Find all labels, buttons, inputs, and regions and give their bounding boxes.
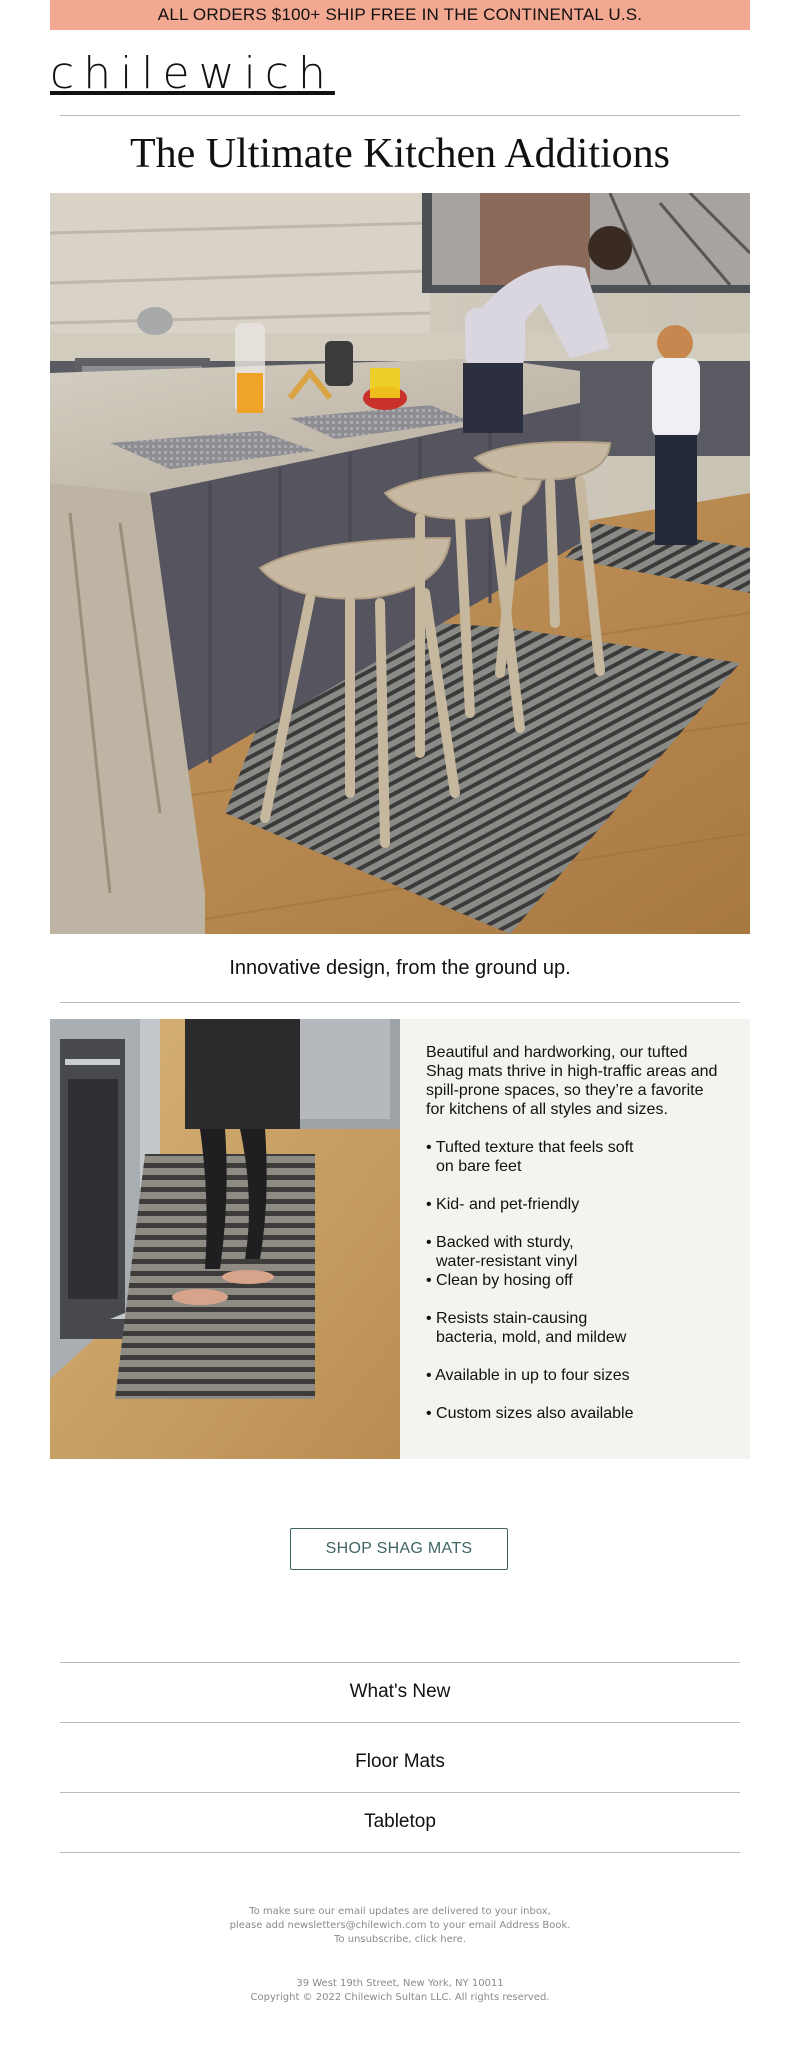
- footer-deliverability-note: [50, 1905, 750, 1947]
- divider: [60, 1852, 740, 1853]
- company-address: 39 West 19th Street, New York, NY 10011: [296, 1978, 504, 1989]
- feature-description: [400, 1019, 750, 1459]
- footer-line: [50, 1933, 750, 1947]
- feature-bullets: [426, 1138, 724, 1423]
- bullet-item: • Resists stain-causing bacteria, mold, and mildew: [426, 1310, 627, 1346]
- divider: [60, 115, 740, 116]
- divider: [60, 1792, 740, 1793]
- bullet-item: • Tufted texture that feels soft on bare feet: [426, 1139, 634, 1175]
- footer-legal: [50, 1977, 750, 2005]
- shag-runner-photo-icon: [50, 1019, 400, 1459]
- feature-intro: Beautiful and hardworking, our tufted Shag mats thrive in high-traffic areas and spill-prone spaces, so they’re a favorite for kitchens of all styles and sizes.: [426, 1044, 718, 1118]
- bullet-item: • Custom sizes also available: [426, 1405, 634, 1422]
- shipping-banner[interactable]: ALL ORDERS $100+ SHIP FREE IN THE CONTINENTAL U.S.: [50, 0, 750, 30]
- footer-line: please add newsletters@chilewich.com to your email Address Book.: [229, 1920, 571, 1931]
- nav-floor-mats[interactable]: Floor Mats: [355, 1751, 445, 1772]
- nav-whats-new[interactable]: What's New: [349, 1681, 451, 1702]
- bullet-item: • Available in up to four sizes: [426, 1367, 630, 1384]
- bullet-item: • Kid- and pet-friendly: [426, 1196, 580, 1213]
- kitchen-island-photo-icon: [50, 193, 750, 934]
- unsubscribe-prefix: To unsubscribe,: [334, 1934, 415, 1945]
- hero-image[interactable]: [50, 193, 750, 934]
- divider: [60, 1002, 740, 1003]
- shag-feature-section: [50, 1019, 750, 1459]
- chilewich-logo[interactable]: chilewich: [50, 48, 335, 99]
- tagline: Innovative design, from the ground up.: [229, 957, 571, 979]
- bullet-item: • Backed with sturdy, water-resistant vinyl: [426, 1234, 578, 1270]
- footer-line: To make sure our email updates are delivered to your inbox,: [249, 1906, 551, 1917]
- nav-tabletop[interactable]: Tabletop: [364, 1811, 436, 1832]
- divider: [60, 1722, 740, 1723]
- bullet-item: • Clean by hosing off: [426, 1272, 573, 1289]
- divider: [60, 1662, 740, 1663]
- unsubscribe-link[interactable]: click here.: [414, 1934, 466, 1945]
- page-title: The Ultimate Kitchen Additions: [129, 131, 671, 177]
- shag-runner-image[interactable]: [50, 1019, 400, 1459]
- shop-shag-mats-button[interactable]: SHOP SHAG MATS: [290, 1528, 508, 1570]
- copyright: Copyright © 2022 Chilewich Sultan LLC. All rights reserved.: [250, 1992, 550, 2003]
